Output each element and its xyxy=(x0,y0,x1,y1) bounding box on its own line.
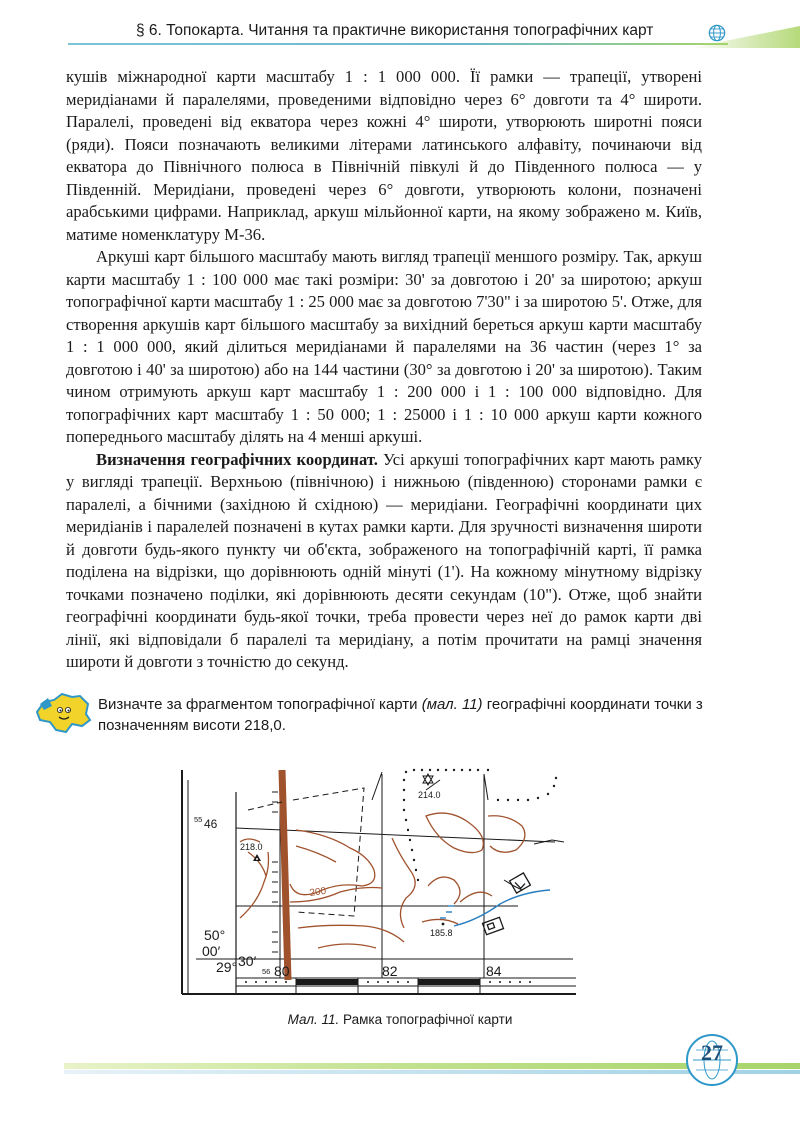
kilometre-grid xyxy=(236,774,518,978)
roads-black xyxy=(372,772,564,890)
label-lon-82: 82 xyxy=(382,963,398,979)
label-lat-top-small: 55 xyxy=(194,815,203,824)
label-height-185: 185.8 xyxy=(430,928,453,938)
spring-marks xyxy=(440,906,454,918)
dotted-tracks xyxy=(403,769,557,881)
road-brown xyxy=(282,770,288,980)
label-lat-deg: 50° xyxy=(204,927,226,943)
task-text: Визначте за фрагментом топографічної карти (мал. 11) географічні координати точки з позначенням висоти 218,0. xyxy=(98,696,703,734)
label-lon-84: 84 xyxy=(486,963,502,979)
label-height-218: 218.0 xyxy=(240,842,263,852)
topographic-map-frame xyxy=(178,752,578,998)
paragraph-larger-scales: Аркуші карт більшого масштабу мають вигляд трапеції меншого розміру. Так, аркуш карти масштабу 1 : 100 000 має такі розміри: 30' за довготою і 20' за широтою; аркуш топографічної карти масштабу 1 : 25 000 має за довготою 7'30" і за широтою 5'. Отже, для створення аркушів карт більшого масштабу за вихідний береться аркуш карти масштабу 1 : 1 000 000, який ділиться меридіанами й паралелями на 36 частин (через 1° за довготою і 40' за широтою) або на 144 частини (30° за довготою і 20' за широтою). Таким чином отримують аркуш карт масштабу 1 : 200 000 і 1 : 100 000 відповідно. Для топографічних карт масштабу 1 : 50 000; 1 : 25000 і 1 : 10 000 аркуш карти кожного попереднього масштабу ділять на 4 менші аркуші. xyxy=(66,247,702,446)
height-point-185 xyxy=(442,923,445,926)
term-heading: Визначення географічних координат. xyxy=(96,449,378,469)
paragraph-coordinates-body: Усі аркуші топографічних карт мають рамку у вигляді трапеції. Верхньою (північною) і нижньою (південною) сторонами рамки є паралелі, а бічними (західною й східною) — меридіани. Географічні координати цих меридіанів і паралелей позначені в кутах рамки карти. Для зручності визначення широти й довготи будь-якого пункту чи об'єкта, зображеного на топографічній карті, її рамка поділена на відрізки, що дорівнюють одній мінуті (1'). На кожному мінутному відрізку точками позначено поділки, які дорівнюють десяти секундам (10"). Отже, щоб знайти географічні координати будь-якої точки, треба провести через неї до рамок карти дві лінії, які відповідали б паралелі та меридіану, а потім прочитати на рамці значення широти й довготи з точністю до секунд. xyxy=(66,449,702,671)
label-lat-min: 00′ xyxy=(202,943,221,959)
paragraph-nomenclature: кушів міжнародної карти масштабу 1 : 1 000 000. Її рамки — трапеції, утворені меридіанами й паралелями, проведеними відповідно через 6° довготи та 4° широти. Паралелі, проведені від екватора через кожні 4° широти, утворюють широтні пояси (ряди). Пояси позначають великими літерами латинського алфавіту, починаючи від екватора до Північного полюса в Північній півкулі й до Південного полюса — у Південній. Меридіани, проведені через 6° довготи, утворюють колони, позначені арабськими цифрами. Наприклад, аркуш мільйонної карти, на якому зображено м. Київ, матиме номенклатуру М-36. xyxy=(66,67,702,244)
body-text xyxy=(66,66,702,674)
label-contour-200: 200 xyxy=(308,885,327,899)
page-header xyxy=(0,0,800,50)
building-symbols xyxy=(482,873,530,935)
label-lat-top: 46 xyxy=(204,817,218,831)
label-lon-min: 30′ xyxy=(238,953,257,969)
label-lon-deg: 29° xyxy=(216,959,238,975)
section-title: § 6. Топокарта. Читання та практичне використання топографічних карт xyxy=(136,22,654,39)
label-lon-80: 80 xyxy=(274,963,290,979)
label-height-214: 214.0 xyxy=(418,790,441,800)
field-boundaries xyxy=(248,788,364,916)
header-rule xyxy=(68,43,728,45)
label-lon-small: 56 xyxy=(262,967,271,976)
figure-reference: (мал. 11) xyxy=(421,696,483,713)
page-number: 27 xyxy=(701,1040,723,1065)
globe-icon xyxy=(708,24,726,42)
figure-caption: Мал. 11. Рамка топографічної карти xyxy=(287,1012,513,1027)
paragraph-coordinates xyxy=(66,449,702,674)
ukraine-map-mascot-icon xyxy=(34,690,92,738)
road-ticks xyxy=(272,792,278,952)
star-height-icon xyxy=(423,774,433,785)
